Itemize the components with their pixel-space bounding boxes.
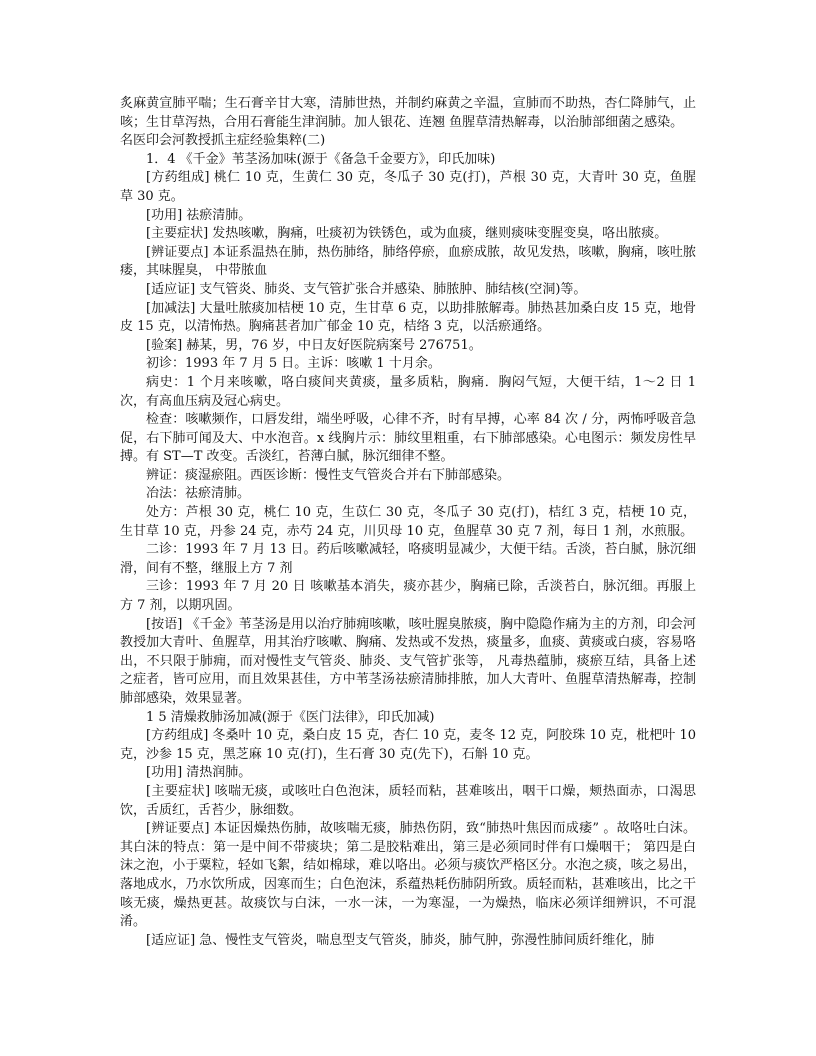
paragraph-9: [验案] 赫某，男，76 岁，中日友好医院病案号 276751。 [146, 337, 482, 353]
paragraph-7: [适应证] 支气管炎、肺炎、支气管扩张合并感染、肺脓肿、肺结核(空洞)等。 [146, 281, 587, 297]
paragraph-3: [方药组成] 桃仁 10 克，生黄仁 30 克，冬瓜子 30 克(打)，芦根 30 克，大青叶 30 克，鱼腥草 30 克。 [120, 170, 696, 204]
paragraph-6: [辨证要点] 本证系温热在肺，热伤肺络，肺络停瘀，血瘀成脓，故见发热，咳嗽，胸痛，咳吐脓瘘，其味腥臭， 中带脓血 [120, 244, 696, 279]
paragraph-14: 冶法：祛瘀清肺。 [146, 486, 251, 502]
paragraph-21: [功用] 清热润肺。 [146, 765, 252, 781]
paragraph-17: 三诊：1993 年 7 月 20 日 咳嗽基本消失，痰亦甚少，胸痛已除，舌淡苔白，脉沉细。再服上方 7 剂，以期巩固。 [120, 579, 696, 614]
document-body [120, 95, 696, 950]
paragraph-12: 检查：咳嗽频作，口唇发绀，端坐呼吸，心律不齐，时有早搏，心率 84 次 / 分，两怖呼吸音急促，右下肺可闻及大、中水泡音。x 线胸片示：肺纹里粗重，右下肺部感染。心电图示：频发房性早搏。有 ST—T 改变。舌淡红，苔薄白腻，脉沉细律不整。 [120, 412, 696, 465]
paragraph-10: 初诊：1993 年 7 月 5 日。主诉：咳嗽 1 十月余。 [146, 356, 441, 372]
paragraph-5: [主要症状] 发热咳嗽，胸痛，吐痰初为铁锈色，或为血痰，继则痰味变腥变臭，咯出脓痰。 [146, 226, 668, 242]
section-heading-1-4: 1．4 《千金》苇茎汤加味(源于《备急千金要方》，印氏加味) [146, 151, 496, 167]
article-title: 名医印会河教授抓主症经验集粹(二) [120, 133, 326, 149]
paragraph-0: 炙麻黄宣肺平喘；生石膏辛甘大寒，清肺世热，并制约麻黄之辛温，宣肺而不助热，杏仁降肺气，止咳；生甘草泻热，合用石膏能生津润肺。加人银花、连翘 鱼腥草清热解毒，以治肺部细菌之感染。 [120, 96, 696, 130]
paragraph-20: [方药组成] 冬桑叶 10 克，桑白皮 15 克，杏仁 10 克，麦冬 12 克，阿胶珠 10 克，枇杷叶 10 克，沙参 15 克，黑芝麻 10 克(打)，生石膏 30 克(先下)，石斛 10 克。 [120, 728, 696, 762]
paragraph-11: 病史：1 个月来咳嗽，咯白痰间夹黄痰，量多质粘，胸痛．胸闷气短，大便干结，1～2 日 1 次，有高血压病及冠心病史。 [120, 374, 696, 409]
paragraph-16: 二诊：1993 年 7 月 13 日。药后咳嗽减轻，咯痰明显减少，大便干结。舌淡，苔白腻，脉沉细滑，间有不整，继服上方 7 剂 [120, 542, 696, 576]
paragraph-24: [适应证] 急、慢性支气管炎，喘息型支气管炎，肺炎，肺气肿，弥漫性肺间质纤维化，肺 [146, 932, 655, 948]
section-heading-1-5: 1 5 清燥救肺汤加减(源于《医门法律》，印氏加减) [146, 709, 435, 725]
paragraph-8: [加减法] 大量吐脓痰加桔梗 10 克，生甘草 6 克，以助排脓解毒。肺热甚加桑白皮 15 克，地骨皮 15 克，以清怖热。胸痛甚者加广郁金 10 克，桔络 3 克，以活瘀通络。 [120, 300, 696, 335]
paragraph-23: [辨证要点] 本证因燥热伤肺，故咳喘无痰，肺热伤阴，致“肺热叶焦因而成痿” 。故咯吐白沫。其白沫的特点：第一是中间不带痰块；第二是胶粘难出，第三是必须同时伴有口燥咽干； 第四是白沫之泡，小于粟粒，轻如飞絮，结如棉球，难以咯出。必须与痰饮严格区分。水泡之痰，咳之易出，落地成水，乃水饮所成，因寒而生；白色泡沫，系蕴热耗伤肺阴所致。质轻而粘，甚难咳出，比之干咳无痰，燥热更甚。故痰饮与白沫，一水一沫，一为寒湿，一为燥热，临床必须详细辨识，不可混淆。 [120, 821, 696, 930]
paragraph-4: [功用] 祛瘀清肺。 [146, 207, 252, 223]
paragraph-15: 处方：芦根 30 克，桃仁 10 克，生苡仁 30 克，冬瓜子 30 克(打)，桔红 3 克，桔梗 10 克，生甘草 10 克，丹参 24 克，赤芍 24 克，川贝母 10 克，鱼腥草 30 克 7 剂，每日 1 剂，水煎服。 [120, 505, 696, 539]
paragraph-22: [主要症状] 咳喘无痰，或咳吐白色泡沫，质轻而粘，甚难咳出，咽干口燥，颊热面赤，口渴思饮，舌质红，舌苔少，脉细数。 [120, 783, 696, 818]
paragraph-18: [按语] 《千金》苇茎汤是用以治疗肺痈咳嗽，咳吐腥臭脓痰，胸中隐隐作痛为主的方剂，印会河教授加大青叶、鱼腥草，用其治疗咳嗽、胸痛、发热或不发热，痰量多，血痰、黄痰或白痰，容易咯出，不只限于肺痈，而对慢性支气管炎、肺炎、支气管扩张等， 凡毒热蕴肺，痰瘀互结，具备上述之症者，皆可应用，而且效果甚佳，方中苇茎汤祛瘀清肺排脓，加人大青叶、鱼腥草清热解毒，控制肺部感染，效果显著。 [120, 616, 696, 706]
paragraph-13: 辨证：痰湿瘀阻。西医诊断：慢性支气管炎合并右下肺部感染。 [146, 467, 511, 483]
